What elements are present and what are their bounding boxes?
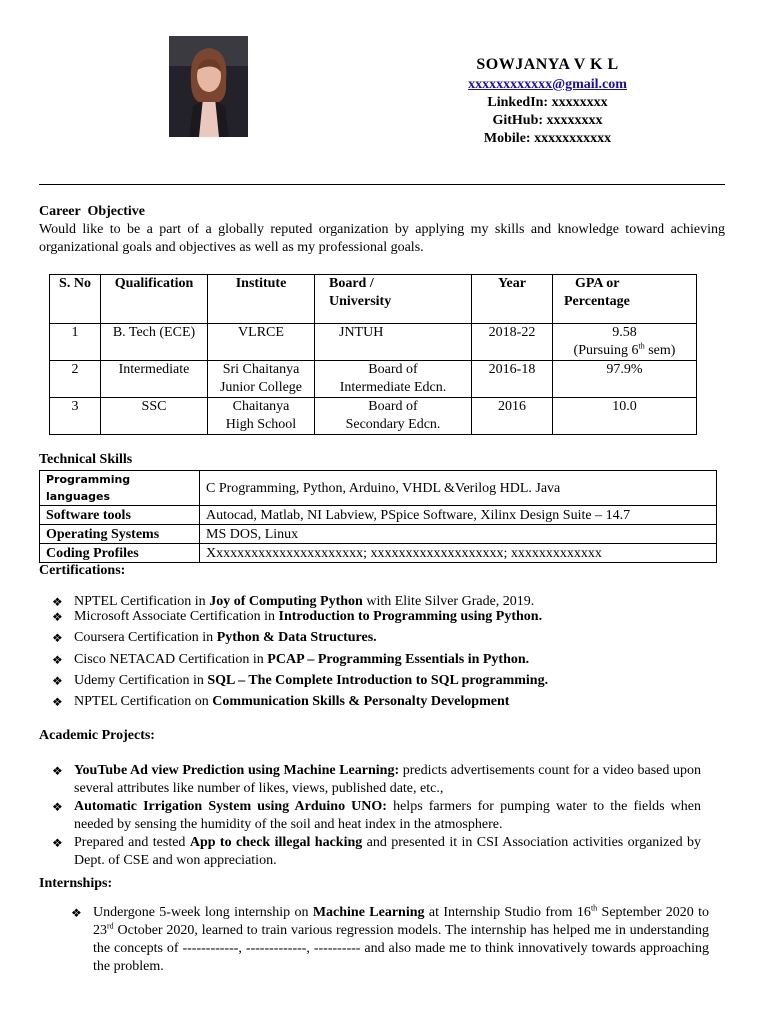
- cell-gpa: 97.9%: [553, 361, 697, 398]
- profile-photo: [169, 36, 248, 137]
- board-line2: Secondary Edcn.: [345, 417, 441, 432]
- internships-list: [58, 904, 709, 976]
- list-item: [39, 593, 725, 608]
- institute-line1: Chaitanya: [232, 399, 290, 414]
- skills-table: [39, 470, 717, 563]
- cell-sno: 2: [50, 361, 101, 398]
- cert-pre: Udemy Certification in: [74, 673, 208, 688]
- board-line2: Intermediate Edcn.: [339, 380, 447, 395]
- col-gpa-line1: GPA or: [575, 276, 620, 291]
- col-gpa: [553, 275, 697, 324]
- diamond-bullet-icon: ❖: [52, 695, 63, 709]
- list-item: [39, 762, 701, 798]
- cell-qualification: SSC: [101, 398, 208, 435]
- list-item: [39, 672, 725, 693]
- col-board: [315, 275, 472, 324]
- cell-gpa: 10.0: [553, 398, 697, 435]
- diamond-bullet-icon: ❖: [52, 800, 63, 814]
- internship-topic: Machine Learning: [312, 905, 425, 920]
- table-row: [40, 525, 717, 544]
- cert-bold: Joy of Computing Python: [209, 594, 363, 609]
- gpa-note-a: (Pursuing 6: [573, 343, 639, 358]
- skill-key: Coding Profiles: [40, 544, 200, 563]
- cell-qualification: Intermediate: [101, 361, 208, 398]
- col-institute: Institute: [208, 275, 315, 324]
- skill-value: Xxxxxxxxxxxxxxxxxxxxxx; xxxxxxxxxxxxxxxxxxx; xxxxxxxxxxxxx: [200, 544, 717, 563]
- cert-bold: Python & Data Structures.: [216, 630, 377, 645]
- cell-sno: 3: [50, 398, 101, 435]
- candidate-name: SOWJANYA V K L: [476, 56, 619, 73]
- cell-board: JNTUH: [315, 324, 472, 361]
- gpa-note-b: sem): [644, 343, 676, 358]
- gpa-note-sup: th: [638, 341, 645, 351]
- col-board-line1: Board /: [329, 276, 374, 291]
- list-item: [39, 834, 701, 870]
- gpa-note: [553, 342, 696, 360]
- internship-text-d: October 2020, learned to train various regression models. The internship has helped me in understanding the concepts of ------------, -------------, ---------- and also made me to think innovatively towards approaching the problem.: [93, 923, 709, 974]
- cert-pre: Cisco NETACAD Certification in: [74, 652, 268, 667]
- col-sno: S. No: [50, 275, 101, 324]
- project-desc: predicts advertisements count for a video based upon several attributes like number of likes, views, published date, etc.,: [74, 763, 701, 796]
- table-row: [40, 506, 717, 525]
- cell-institute: VLRCE: [208, 324, 315, 361]
- skill-key: Software tools: [40, 506, 200, 525]
- table-row: [40, 544, 717, 563]
- col-gpa-line2: Percentage: [564, 294, 630, 309]
- cell-year: 2018-22: [472, 324, 553, 361]
- internship-text-b: at Internship Studio from 16: [424, 905, 591, 920]
- internship-text-c: September 2020 to 23: [93, 905, 709, 938]
- cert-bold: SQL – The Complete Introduction to SQL programming.: [207, 673, 549, 688]
- diamond-bullet-icon: ❖: [52, 674, 63, 688]
- cert-bold: PCAP – Programming Essentials in Python.: [267, 652, 530, 667]
- cell-sno: 1: [50, 324, 101, 361]
- career-objective: [39, 203, 725, 257]
- cell-board: [315, 361, 472, 398]
- internship-sup1: th: [590, 903, 598, 913]
- cert-pre: NPTEL Certification on: [74, 694, 213, 709]
- cert-pre: NPTEL Certification in: [74, 594, 210, 609]
- board-line1: Board of: [368, 362, 418, 377]
- diamond-bullet-icon: ❖: [52, 595, 63, 609]
- list-item: [39, 629, 725, 651]
- email-link[interactable]: xxxxxxxxxxxx@gmail.com: [468, 77, 627, 92]
- cell-year: 2016-18: [472, 361, 553, 398]
- cell-gpa: [553, 324, 697, 361]
- list-item: [39, 693, 725, 714]
- institute-line2: Junior College: [219, 380, 303, 395]
- table-row: [50, 361, 697, 398]
- education-table: [49, 274, 697, 435]
- projects-heading: Academic Projects:: [39, 728, 155, 743]
- skill-value: Autocad, Matlab, NI Labview, PSpice Software, Xilinx Design Suite – 14.7: [200, 506, 717, 525]
- internships-heading: Internships:: [39, 876, 113, 891]
- cert-bold: Communication Skills & Personalty Development: [212, 694, 510, 709]
- diamond-bullet-icon: ❖: [52, 653, 63, 667]
- cert-pre: Microsoft Associate Certification in: [74, 609, 279, 624]
- cert-post: with Elite Silver Grade, 2019.: [362, 594, 535, 609]
- col-qualification: Qualification: [101, 275, 208, 324]
- certifications-heading: Certifications:: [39, 563, 126, 578]
- project-desc: helps farmers for pumping water to the fields when needed by sensing the humidity of the soil and heat index in the atmosphere.: [74, 799, 701, 832]
- diamond-bullet-icon: ❖: [52, 610, 63, 624]
- projects-list: [39, 762, 701, 870]
- table-row: [50, 324, 697, 361]
- header-divider: [39, 184, 725, 185]
- institute-line2: High School: [225, 417, 297, 432]
- gpa-value: 9.58: [612, 325, 637, 340]
- github-line: GitHub: xxxxxxxx: [492, 113, 603, 128]
- cell-year: 2016: [472, 398, 553, 435]
- cell-institute: [208, 398, 315, 435]
- cell-qualification: B. Tech (ECE): [101, 324, 208, 361]
- cert-pre: Coursera Certification in: [74, 630, 217, 645]
- diamond-bullet-icon: ❖: [52, 764, 63, 778]
- internship-sup2: rd: [107, 921, 114, 931]
- internship-text-a: Undergone 5-week long internship on: [93, 905, 313, 920]
- skill-key: Operating Systems: [40, 525, 200, 544]
- mobile-line: Mobile: xxxxxxxxxxx: [483, 131, 612, 146]
- list-item: [39, 608, 725, 629]
- project-title: YouTube Ad view Prediction using Machine Learning:: [74, 763, 400, 778]
- col-year: Year: [472, 275, 553, 324]
- list-item: [39, 651, 725, 672]
- table-row: [40, 471, 717, 506]
- cell-institute: [208, 361, 315, 398]
- linkedin-line: LinkedIn: xxxxxxxx: [487, 95, 608, 110]
- cell-board: [315, 398, 472, 435]
- board-line1: Board of: [368, 399, 418, 414]
- skill-key: Programming languages: [40, 471, 200, 506]
- skill-value: MS DOS, Linux: [200, 525, 717, 544]
- diamond-bullet-icon: ❖: [52, 836, 63, 850]
- cert-bold: Introduction to Programming using Python.: [278, 609, 543, 624]
- contact-block: [380, 56, 715, 148]
- objective-heading: Career Objective: [39, 204, 145, 219]
- table-header-row: [50, 275, 697, 324]
- table-row: [50, 398, 697, 435]
- skill-value: C Programming, Python, Arduino, VHDL &Verilog HDL. Java: [200, 471, 717, 506]
- list-item: [58, 904, 709, 976]
- skills-heading: Technical Skills: [39, 452, 133, 467]
- certifications-list: [39, 593, 725, 714]
- objective-text: Would like to be a part of a globally reputed organization by applying my skills and knowledge toward achieving organizational goals and objectives as well as my professional goals.: [39, 222, 725, 255]
- col-board-line2: University: [329, 294, 392, 309]
- project-pre: Prepared and tested: [74, 835, 190, 850]
- project-title: App to check illegal hacking: [189, 835, 363, 850]
- project-desc: and presented it in CSI Association activities organized by Dept. of CSE and won appreciation.: [74, 835, 701, 868]
- project-title: Automatic Irrigation System using Arduino UNO:: [74, 799, 387, 814]
- list-item: [39, 798, 701, 834]
- institute-line1: Sri Chaitanya: [222, 362, 300, 377]
- diamond-bullet-icon: ❖: [71, 906, 82, 920]
- diamond-bullet-icon: ❖: [52, 631, 63, 645]
